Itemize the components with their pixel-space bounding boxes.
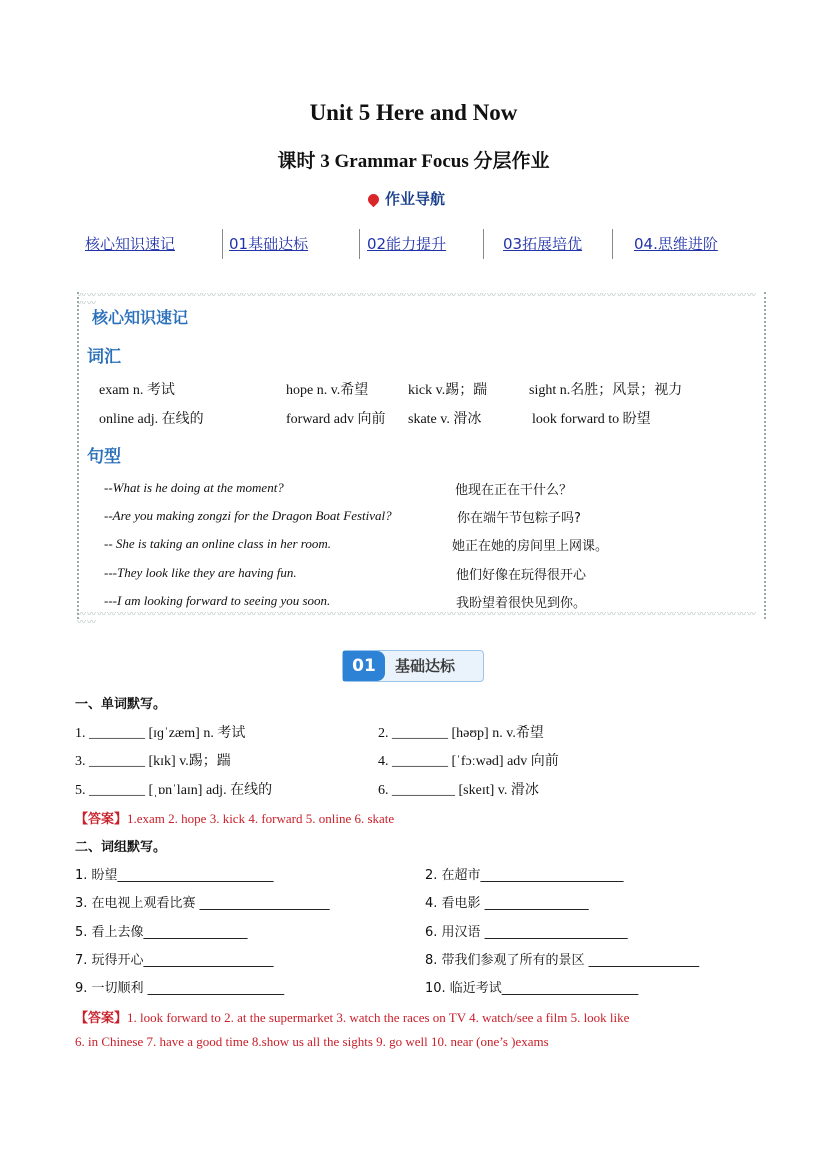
answer-text: 1. look forward to 2. at the supermarket 3. watch the races on TV 4. watch/see a film 5. look like [127,1010,630,1025]
nav-link-03[interactable]: 03拓展培优 [503,235,583,253]
nav-link-01[interactable]: 01基础达标 [229,235,309,253]
question-item: 2. 在超市______________________ [425,868,624,883]
question-item: 5. ________ [ˌɒnˈlaɪn] adj. 在线的 [75,783,273,798]
sentence-zh: 他们好像在玩得很开心 [456,568,587,583]
nav-divider [612,229,613,259]
question-item: 4. ________ [ˈfɔːwəd] adv 向前 [378,754,559,769]
question-item: 10. 临近考试_____________________ [425,981,639,996]
nav-link-core[interactable]: 核心知识速记 [85,235,176,253]
location-pin-icon [366,192,382,208]
frame-border-left [77,292,83,619]
question-item: 4. 看电影 ________________ [425,896,589,911]
answer-line [75,808,394,827]
vocab-item: look forward to 盼望 [532,412,651,427]
section-badge-label: 基础达标 [395,657,456,675]
section-badge-number: 01 [343,651,385,681]
sentence-en: ---They look like they are having fun. [104,565,297,580]
page-subtitle: 课时 3 Grammar Focus 分层作业 [277,151,550,172]
question-item: 8. 带我们参观了所有的景区 _________________ [425,953,700,968]
nav-heading [368,188,445,209]
vocab-item: forward adv 向前 [286,412,386,427]
sentence-en: --Are you making zongzi for the Dragon Boat Festival? [104,508,392,523]
vocab-item: skate v. 滑冰 [408,412,482,427]
sentence-zh: 你在端午节包粽子吗? [457,511,581,526]
nav-heading-text: 作业导航 [385,190,446,208]
vocab-item: exam n. 考试 [99,383,175,398]
answer-line [75,1007,629,1026]
sentence-en: -- She is taking an online class in her room. [104,536,331,551]
sentence-zh: 她正在她的房间里上网课。 [452,539,609,554]
nav-link-02[interactable]: 02能力提升 [367,235,447,253]
frame-border-right [760,292,766,619]
nav-divider [359,229,360,259]
nav-link-04[interactable]: 04.思维进阶 [634,235,718,253]
knowledge-heading: 核心知识速记 [92,308,189,327]
question-item: 7. 玩得开心____________________ [75,953,274,968]
answer-line-2: 6. in Chinese 7. have a good time 8.show us all the sights 9. go well 10. near (one’s )exams [75,1034,549,1049]
question-item: 3. 在电视上观看比赛 ____________________ [75,896,330,911]
frame-border-top: 〰〰〰〰〰〰〰〰〰〰〰〰〰〰〰〰〰〰〰〰〰〰〰〰〰〰〰〰〰〰〰〰〰〰〰〰〰〰〰〰〰〰〰〰〰〰〰〰〰〰〰〰〰〰〰〰〰〰〰〰〰〰〰〰〰〰〰〰〰〰 [77,291,758,309]
vocab-item: hope n. v.希望 [286,383,369,398]
sentence-heading: 句型 [87,447,121,467]
sentence-en: --What is he doing at the moment? [104,480,284,495]
question-item: 9. 一切顺利 _____________________ [75,981,285,996]
page-title: Unit 5 Here and Now [309,100,518,125]
frame-border-bottom: 〰〰〰〰〰〰〰〰〰〰〰〰〰〰〰〰〰〰〰〰〰〰〰〰〰〰〰〰〰〰〰〰〰〰〰〰〰〰〰〰〰〰〰〰〰〰〰〰〰〰〰〰〰〰〰〰〰〰〰〰〰〰〰〰〰〰〰〰〰〰 [77,610,758,628]
question-item: 1. ________ [ɪɡˈzæm] n. 考试 [75,726,246,741]
answer-bracket: 【答案】 [75,812,128,827]
part1-heading: 一、单词默写。 [75,697,167,712]
vocab-item: kick v.踢；踹 [408,383,488,398]
question-item: 3. ________ [kɪk] v.踢；踹 [75,754,231,769]
question-item: 6. 用汉语 ______________________ [425,925,628,940]
section-badge [342,650,484,682]
sentence-en: ---I am looking forward to seeing you soon. [104,593,331,608]
sentence-zh: 他现在正在干什么？ [455,483,573,498]
part2-heading: 二、词组默写。 [75,840,167,855]
sentence-zh: 我盼望着很快见到你。 [456,596,587,611]
vocab-heading: 词汇 [87,347,121,367]
nav-divider [222,229,223,259]
question-item: 1. 盼望________________________ [75,868,274,883]
answer-text: 1.exam 2. hope 3. kick 4. forward 5. online 6. skate [127,811,395,826]
vocab-item: sight n.名胜；风景；视力 [529,383,683,398]
question-item: 5. 看上去像________________ [75,925,248,940]
vocab-item: online adj. 在线的 [99,412,204,427]
answer-bracket: 【答案】 [75,1011,128,1026]
question-item: 6. _________ [skeɪt] v. 滑冰 [378,783,539,798]
question-item: 2. ________ [həʊp] n. v.希望 [378,726,544,741]
nav-divider [483,229,484,259]
